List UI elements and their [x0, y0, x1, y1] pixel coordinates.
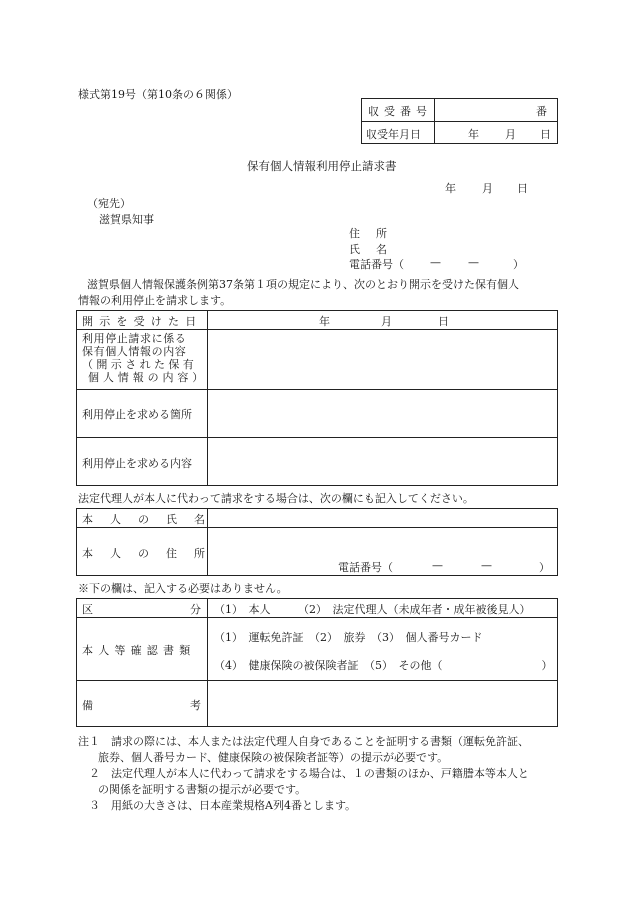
principal-phone-label: 電話番号（: [338, 561, 393, 574]
principal-phone-close: ）: [539, 561, 550, 574]
main-table-row-divider-1: [76, 329, 558, 330]
receipt-date-label: 収受年月日: [366, 128, 421, 141]
info-content-label-line-2: 保有個人情報の内容: [82, 345, 187, 358]
date-day: 日: [517, 182, 528, 195]
agent-table-row-divider: [76, 527, 558, 528]
page-title: 保有個人情報利用停止請求書: [247, 159, 397, 173]
form-number: 様式第19号（第10条の６関係）: [78, 88, 238, 101]
requester-address-label: 住所: [349, 227, 403, 240]
category-label-b: 分: [190, 603, 201, 616]
date-year: 年: [445, 182, 456, 195]
main-table-row-divider-2: [76, 389, 558, 390]
receipt-column-divider: [434, 98, 435, 144]
stop-location-label: 利用停止を求める箇所: [82, 408, 192, 421]
note-1-line-2: 旅券、個人番号カード、健康保険の被保険者証等）の提示が必要です。: [98, 751, 449, 764]
id-docs-line-2: （4） 健康保険の被保険者証 （5） その他（ ）: [214, 659, 553, 672]
disclosure-year: 年: [319, 315, 330, 328]
category-options: （1） 本人 （2） 法定代理人（未成年者・成年被後見人）: [214, 603, 531, 616]
principal-address-label: 本人の住所: [82, 547, 222, 560]
disclosure-day: 日: [438, 315, 449, 328]
requester-phone-label: 電話番号（: [349, 258, 404, 271]
principal-name-label: 本人の氏名: [82, 513, 222, 526]
agent-note: 法定代理人が本人に代わって請求をする場合は、次の欄にも記入してください。: [78, 492, 474, 505]
office-note: ※下の欄は、記入する必要はありません。: [78, 582, 288, 595]
remarks-label-b: 考: [190, 699, 201, 712]
addressee-label: （宛先）: [87, 197, 131, 210]
note-2-line-1: ２ 法定代理人が本人に代わって請求をする場合は、１の書類のほか、戸籍謄本等本人と: [89, 767, 529, 780]
office-table-row-divider-2: [76, 680, 558, 681]
id-docs-line-1: （1） 運転免許証 （2） 旅券 （3） 個人番号カード: [214, 631, 483, 644]
receipt-year: 年: [468, 128, 479, 141]
intro-line-1: 滋賀県個人情報保護条例第37条第１項の規定により、次のとおり開示を受けた保有個人: [87, 278, 519, 291]
disclosure-month: 月: [381, 315, 392, 328]
requester-phone-dash1: —: [430, 256, 441, 269]
receipt-number-suffix: 番: [536, 105, 547, 118]
receipt-day: 日: [540, 128, 551, 141]
stop-content-label: 利用停止を求める内容: [82, 457, 192, 470]
info-content-label-line-1: 利用停止請求に係る: [82, 332, 187, 345]
addressee-name: 滋賀県知事: [99, 213, 154, 226]
disclosure-date-label: 開示を受けた日: [82, 315, 203, 328]
receipt-divider: [361, 121, 558, 122]
requester-phone-close: ）: [513, 258, 524, 271]
note-3: ３ 用紙の大きさは、日本産業規格A列4番とします。: [89, 799, 357, 812]
principal-phone-dash1: —: [432, 559, 443, 572]
receipt-number-label: 収受番号: [368, 105, 432, 118]
info-content-label-line-3: （開示された保有: [82, 358, 198, 371]
receipt-month: 月: [505, 128, 516, 141]
category-label-a: 区: [82, 603, 93, 616]
main-table-row-divider-3: [76, 437, 558, 438]
principal-phone-dash2: —: [481, 559, 492, 572]
requester-name-label: 氏名: [349, 243, 403, 256]
date-month: 月: [482, 182, 493, 195]
intro-line-2: 情報の利用停止を請求します。: [78, 294, 232, 307]
info-content-label: [82, 332, 207, 384]
note-2-line-2: の関係を証明する書類の提示が必要です。: [98, 783, 307, 796]
requester-phone-dash2: —: [468, 256, 479, 269]
info-content-label-line-4: 個人情報の内容）: [88, 371, 208, 384]
note-1-line-1: 注１ 請求の際には、本人または法定代理人自身であることを証明する書類（運転免許証、: [78, 735, 529, 748]
remarks-label-a: 備: [82, 699, 93, 712]
office-table-row-divider-1: [76, 617, 558, 618]
id-docs-label: 本人等確認書類: [82, 644, 196, 657]
